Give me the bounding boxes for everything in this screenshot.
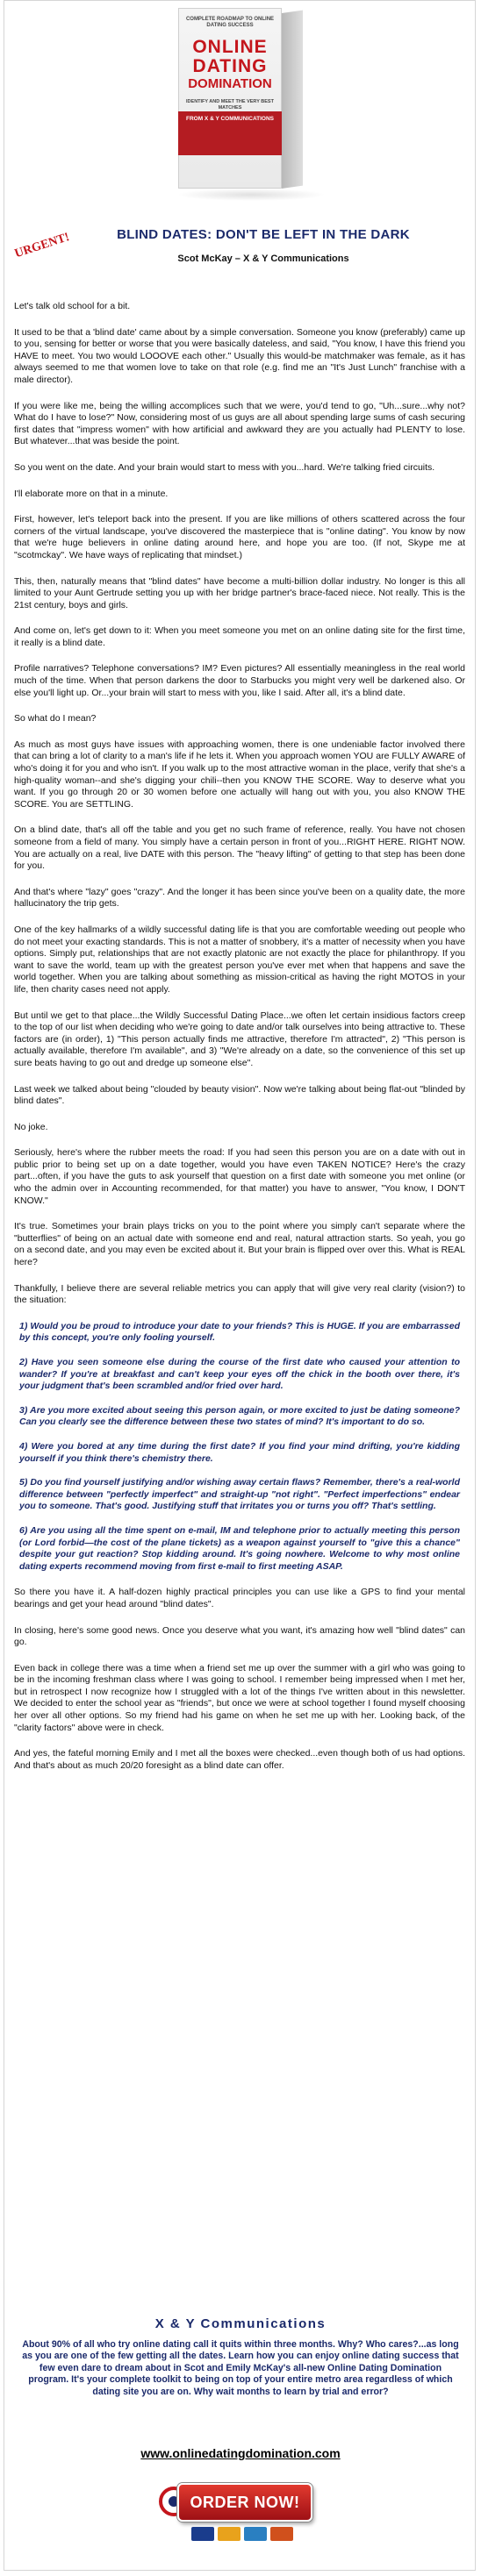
- article-paragraph: This, then, naturally means that "blind dates" have become a multi-billion dollar industry. No longer is this all limited to your Aunt Gertrude setting you up with her bridge partner's brace-faced niece. Not really. This is the 21st century, boys and girls.: [14, 575, 465, 610]
- product-title-line3: DOMINATION: [188, 76, 272, 91]
- article-paragraph: It's true. Sometimes your brain plays tricks on you to the point where you simply can't separate where the "butterflies" of being on an actual date with someone end and real, natural attraction starts. So yeah, you go on a second date, and you may even be excited about it. But your brain is flipped over over this. What is REAL here?: [14, 1221, 465, 1268]
- product-box-publisher: FROM X & Y COMMUNICATIONS: [185, 116, 275, 122]
- clarity-factor: 1) Would you be proud to introduce your date to your friends? This is HUGE. If you are embarrassed by this concept, you're only fooling yourself.: [19, 1320, 460, 1344]
- product-box-subtitle: IDENTIFY AND MEET THE VERY BEST MATCHES: [186, 99, 274, 111]
- article-paragraph: Thankfully, I believe there are several reliable metrics you can apply that will give very real clarity (vision?) to the situation:: [14, 1282, 465, 1306]
- article-paragraph: Even back in college there was a time when a friend set me up over the summer with a girl who was going to be in the incoming freshman class where I was going to school. I remember being impressed when I met her, but in retrospect I now recognize how I struggled with a lot of the things I've written about in this newsletter. We decided to enter the school year as "friends", but once we were at school together I found myself choosing her over all other options. So my friend had his game on when he set me up with her. Looking back, of the "clarity factors" above were in check.: [14, 1662, 465, 1733]
- payment-cards: [191, 2527, 297, 2541]
- product-box-title: [182, 38, 278, 92]
- article-paragraph: So what do I mean?: [14, 713, 97, 724]
- product-box-front: [178, 8, 282, 189]
- credit-card-icon: [270, 2527, 293, 2541]
- article-paragraph: Profile narratives? Telephone conversations? IM? Even pictures? All essentially meaningless in the real world much of the time. When that person darkens the door to Starbucks you might very well be darkened also. Or else you'll light up. Or...your brain will start to mess with you, like I said. After all, it's a blind date.: [14, 663, 465, 698]
- article-paragraph: So there you have it. A half-dozen highly practical principles you can use like a GPS to find your mental bearings and get your head around "blind dates".: [14, 1587, 465, 1609]
- article-paragraph: But until we get to that place...the Wildly Successful Dating Place...we often let certain insidious factors creep to the top of our list when deciding who we're going to date and/or talk ourselves into being attractive to. These factors are (in order), 1) "This person actually finds me attractive, therefore I'm attracted", 2) "This person is actually available, therefore I'm available", and 3) "We're already on a date, so the convenience of this set up sure beats having to go out and dredge up someone else".: [14, 1010, 465, 1068]
- article-paragraph: If you were like me, being the willing accomplices such that we were, you'd tend to go, "Uh...sure...why not? What do I have to lose?" Now, considering most of us guys are all about spending large sums of cash securing first dates that "impress women" with how artificial and awkward they are you actually had PLENTY to lose. But whatever...that was beside the point.: [14, 400, 465, 447]
- clarity-factor: 3) Are you more excited about seeing this person again, or more excited to just be dating someone? Can you clearly see the difference between these two states of mind? It's important to do so.: [19, 1404, 460, 1428]
- promo-footer: [4, 2295, 477, 2574]
- product-title-line1: ONLINE: [192, 37, 268, 57]
- credit-card-icon: [191, 2527, 214, 2541]
- article-paragraph: It used to be that a 'blind date' came about by a simple conversation. Someone you know (preferably) came up to you, sensing for better or worse that you were basically dateless, and said, "You know, I have this friend you HAVE to meet. You two would LOOOVE each other." Usually this would-be matchmaker was female, as it has always seemed to me that women love to take on that role (e.g. find me an "It's Just Lunch" franchise with a male director).: [14, 326, 465, 385]
- article-paragraph: Last week we talked about being "clouded by beauty vision". Now we're talking about being flat-out "blinded by blind dates".: [14, 1083, 465, 1107]
- promo-text: About 90% of all who try online dating call it quits within three months. Why? Who cares?...as long as you are one of the few getting all the dates. Learn how you can enjoy online dating success that few even dare to dream about in Scot and Emily McKay's all-new Online Dating Domination program. It's your complete toolkit to being on top of your entire metro area regardless of which dating site you are on. Why wait months to learn by trial and error?: [22, 2339, 459, 2397]
- article-paragraph: In closing, here's some good news. Once you deserve what you want, it's amazing how well "blind dates" can go.: [14, 1624, 465, 1648]
- article-paragraph: No joke.: [14, 1121, 48, 1132]
- article-paragraph: So you went on the date. And your brain would start to mess with you...hard. We're talking fried circuits.: [14, 461, 435, 473]
- article-paragraph: On a blind date, that's all off the table and you get no such frame of reference, really. You have not chosen someone from a field of many. You simply have a certain person in front of you...RIGHT HERE. RIGHT NOW. You are actually on a real, live DATE with this person. The "heavy lifting" of getting to that step has been done for you.: [14, 824, 465, 872]
- article-paragraph: Seriously, here's where the rubber meets the road: If you had seen this person you are on a date with out in public prior to being set up on a date together, would you have even TAKEN NOTICE? Here's the crazy part...often, if you have the guts to ask yourself that question on a first date with someone you met online (or who the admin over in Accounting recommended, for that matter) you have to answer, "You know, I DON'T KNOW.": [14, 1147, 465, 1206]
- clarity-factor: 6) Are you using all the time spent on e-mail, IM and telephone prior to actually meeting this person (or Lord forbid—the cost of the plane tickets) as a weapon against yourself to "give this a chance" despite your gut reaction? Stop kidding around. It's going nowhere. Welcome to why most online dating experts recommend moving from first e-mail to first meeting ASAP.: [19, 1524, 460, 1572]
- credit-card-icon: [244, 2527, 267, 2541]
- product-title-line2: DATING: [192, 56, 268, 76]
- article-paragraph: I'll elaborate more on that in a minute.: [14, 488, 169, 499]
- header-hero: [4, 1, 477, 233]
- urgent-stamp: URGENT!: [13, 231, 72, 261]
- clarity-factor: 4) Were you bored at any time during the first date? If you find your mind drifting, you're kidding yourself if you think there's chemistry there.: [19, 1440, 460, 1464]
- article-paragraph: Let's talk old school for a bit.: [14, 301, 131, 311]
- page-title: BLIND DATES: DON'T BE LEFT IN THE DARK: [117, 227, 410, 242]
- article-paragraph: One of the key hallmarks of a wildly successful dating life is that you are comfortable weeding out people who do not meet your exacting standards. This is not a matter of snobbery, it's a matter of necessity when you have options. Simply put, relationships that are not exactly platonic are not exactly the place for philanthropy. If you want to save the world, team up with the greatest person you've ever met when that happens and save the world together. When you are talking about something as mission-critical as having the right MOTOS in your life, then charity cases need not apply.: [14, 924, 465, 995]
- order-now-button[interactable]: ORDER NOW!: [177, 2483, 312, 2522]
- article-paragraph: First, however, let's teleport back into the present. If you are like millions of others scattered across the four corners of the virtual landscape, you've discovered the masterpiece that is "online dating". You know by now that we're huge believers in online dating around here, and hope you are too. (If not, Skype me at "scotmckay". We have ways of replicating that mindset.): [14, 514, 465, 560]
- company-name: X & Y Communications: [154, 2316, 327, 2331]
- newsletter-page: [4, 0, 476, 2571]
- clarity-factor: 2) Have you seen someone else during the course of the first date who caused your attention to wander? If you're at breakfast and can't keep your eyes off the chick in the booth over there, it's your judgment that's been scrambled and/or fried over hard.: [19, 1357, 460, 1392]
- product-box-tagline: COMPLETE ROADMAP TO ONLINE DATING SUCCESS: [185, 17, 275, 28]
- article-paragraph: As much as most guys have issues with approaching women, there is one undeniable factor involved there that can bring a lot of clarity to a man's life if he lets it. When you approach women YOU are FULLY AWARE of who's doing it for you and who isn't. If you walk up to the most attractive woman in the place, verify that she's a high-quality woman--and she's digging your chili--then you KNOW THE SCORE. Way to deserve what you want. If you go through 20 or 30 women before one actually will hang out with you, you also KNOW THE SCORE. You are SETTLING.: [14, 739, 465, 810]
- website-link[interactable]: www.onlinedatingdomination.com: [140, 2446, 341, 2460]
- article-paragraph: And that's where "lazy" goes "crazy". And the longer it has been since you've been on a quality date, the more hallucinatory the trip gets.: [14, 886, 465, 910]
- article-paragraph: And come on, let's get down to it: When you meet someone you met on an online dating site for the first time, it really is a blind date.: [14, 625, 465, 648]
- article-paragraph: And yes, the fateful morning Emily and I met all the boxes were checked...even though both of us had options. And that's about as much 20/20 foresight as a blind date can offer.: [14, 1748, 465, 1771]
- clarity-factor: 5) Do you find yourself justifying and/or wishing away certain flaws? Remember, there's a real-world difference between "perfectly imperfect" and straight-up "not right". "Perfect imperfections" endear you to someone. That's good. Justifying stuff that irritates you or turns you off? That's settling.: [19, 1477, 460, 1512]
- author-byline: Scot McKay – X & Y Communications: [177, 253, 349, 264]
- credit-card-icon: [218, 2527, 240, 2541]
- order-now-badge[interactable]: [156, 2476, 323, 2555]
- article-body: [14, 301, 465, 1786]
- product-box-image: [178, 8, 308, 194]
- product-box-side: [282, 11, 303, 189]
